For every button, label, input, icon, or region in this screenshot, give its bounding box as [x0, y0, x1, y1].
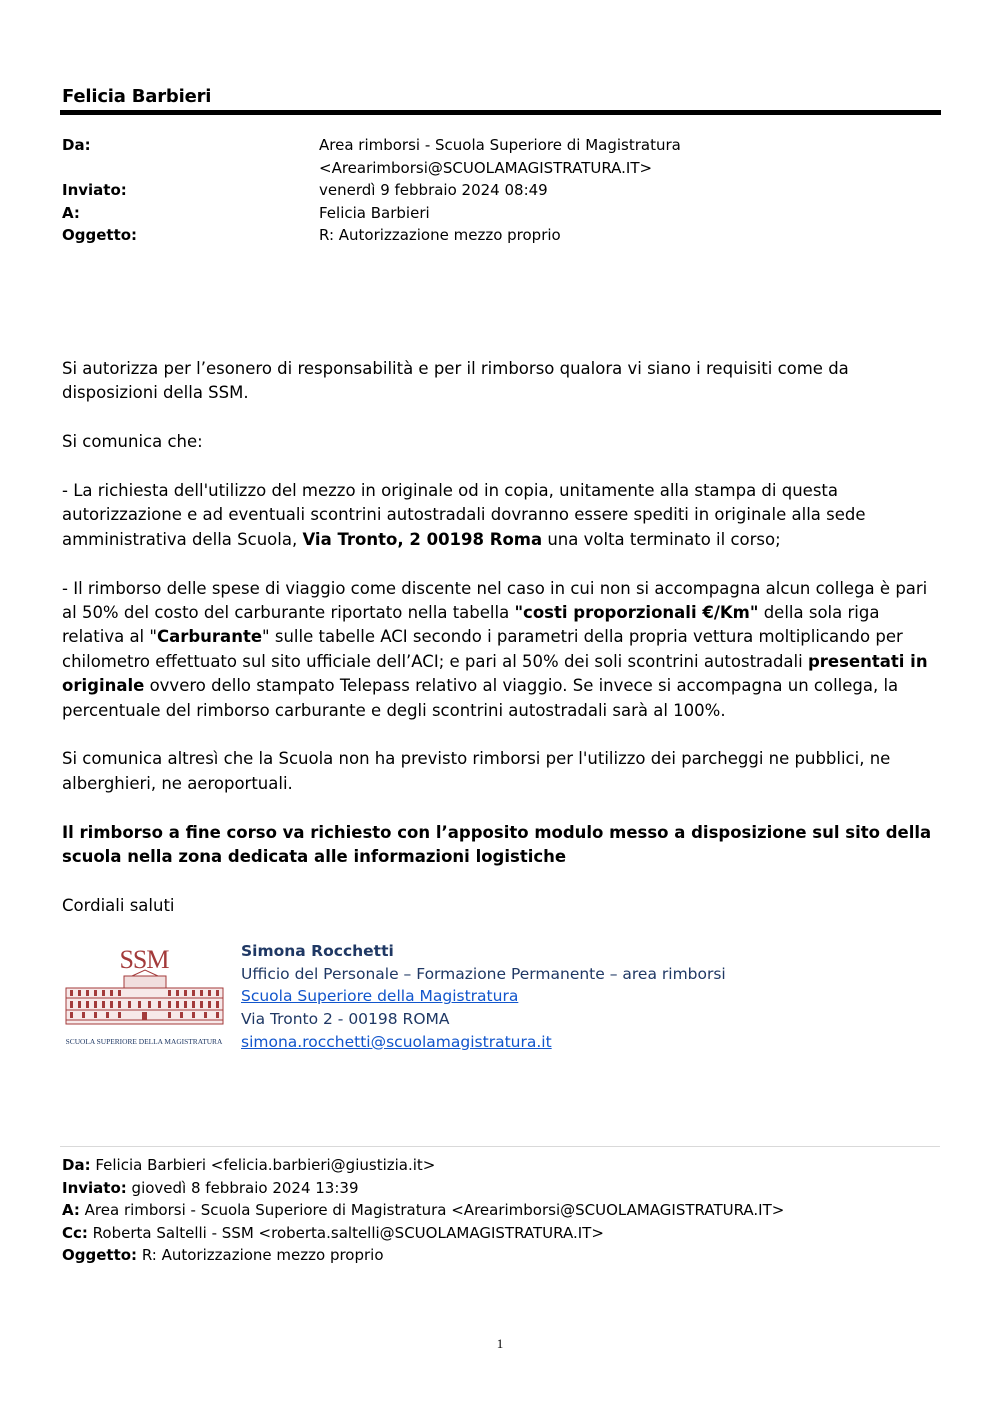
- fwd-from-value: Felicia Barbieri <felicia.barbieri@giustizia.it>: [90, 1156, 436, 1174]
- header-subject-label: Oggetto:: [62, 226, 138, 244]
- reimb-text-4: ovvero dello stampato Telepass relativo al viaggio. Se invece si accompagna un collega, la percentuale del rimborso carburante e degli scontrini autostradali sarà al 100%.: [62, 676, 899, 720]
- signature-text: [241, 940, 726, 1054]
- reimb-bold-1: "costi proporzionali €/Km": [514, 603, 759, 623]
- fwd-from-label: Da:: [62, 1156, 91, 1174]
- fwd-cc-row: [62, 1222, 942, 1245]
- body-paragraph-module: [62, 821, 942, 870]
- page-number: 1: [496, 1336, 504, 1351]
- fwd-subject-value: R: Autorizzazione mezzo proprio: [137, 1246, 384, 1265]
- ssm-logo: [62, 940, 227, 1055]
- request-text-end: una volta terminato il corso;: [542, 529, 781, 549]
- page-title: Felicia Barbieri: [62, 86, 212, 107]
- header-sent-value: venerdì 9 febbraio 2024 08:49: [319, 181, 548, 199]
- fwd-subject-row: [62, 1244, 942, 1267]
- signature-role: Ufficio del Personale – Formazione Permanente – area rimborsi: [241, 964, 726, 983]
- body-paragraph-intro: Si comunica che:: [62, 432, 203, 452]
- header-from-label: Da:: [62, 136, 91, 154]
- reimb-text-2: della sola riga relativa al ": [62, 603, 880, 647]
- fwd-to-label: A:: [62, 1201, 80, 1220]
- request-text: - La richiesta dell'utilizzo del mezzo in originale od in copia, unitamente alla stampa di questa autorizzazione e ad eventuali scontrini autostradali dovranno essere spediti in originale alla sede amministrativa della Scuola,: [62, 481, 866, 549]
- header-from-value: [319, 134, 942, 179]
- module-bold-text: Il rimborso a fine corso va richiesto con l’apposito modulo messo a disposizione sul sito della scuola nella zona dedicata alle informazioni logistiche: [62, 822, 932, 867]
- previous-message-header: [62, 1154, 942, 1267]
- fwd-sent-label: Inviato:: [62, 1178, 127, 1197]
- header-subject-row: [62, 224, 942, 247]
- reimb-bold-3: presentati in originale: [62, 651, 928, 696]
- reimb-bold-2: Carburante: [156, 627, 263, 647]
- fwd-cc-value: Roberta Saltelli - SSM <roberta.saltelli@SCUOLAMAGISTRATURA.IT>: [87, 1223, 604, 1242]
- email-body: [62, 357, 942, 943]
- reimb-text-3: " sulle tabelle ACI secondo i parametri della propria vettura moltiplicando per chilometro effettuato sul sito ufficiale dell’ACI; e pari al 50% dei soli scontrini autostradali: [62, 627, 903, 671]
- fwd-subject-label: Oggetto:: [62, 1246, 138, 1265]
- signature-email-link[interactable]: simona.rocchetti@scuolamagistratura.it: [241, 1032, 552, 1051]
- fwd-from-row: [62, 1154, 942, 1177]
- header-to-label: A:: [62, 203, 80, 222]
- signature-org-link[interactable]: Scuola Superiore della Magistratura: [241, 987, 519, 1006]
- logo-text: SSM: [119, 945, 169, 974]
- signature-address: Via Tronto 2 - 00198 ROMA: [241, 1010, 450, 1029]
- header-to-value: Felicia Barbieri: [319, 203, 430, 222]
- signature-name: Simona Rocchetti: [241, 942, 394, 960]
- header-from-row: [62, 134, 942, 179]
- body-paragraph-request: [62, 479, 942, 552]
- request-address: Via Tronto, 2 00198 Roma: [302, 529, 543, 549]
- fwd-sent-row: [62, 1177, 942, 1200]
- header-from-name: Area rimborsi - Scuola Superiore di Magistratura: [319, 136, 681, 154]
- logo-caption: SCUOLA SUPERIORE DELLA MAGISTRATURA: [65, 1037, 223, 1046]
- signature-block: [62, 940, 942, 1060]
- fwd-sent-value: giovedì 8 febbraio 2024 13:39: [126, 1178, 359, 1197]
- body-paragraph-parking: Si comunica altresì che la Scuola non ha previsto rimborsi per l'utilizzo dei parcheggi ne pubblici, ne alberghieri, ne aeroportuali.: [62, 749, 891, 793]
- header-sent-row: [62, 179, 942, 202]
- header-sent-label: Inviato:: [62, 181, 127, 199]
- reimb-text-1: - Il rimborso delle spese di viaggio come discente nel caso in cui non si accompagna alcun collega è pari al 50% del costo del carburante riportato nella tabella: [62, 578, 928, 623]
- fwd-to-value: Area rimborsi - Scuola Superiore di Magistratura <Arearimborsi@SCUOLAMAGISTRATURA.IT>: [79, 1201, 785, 1220]
- title-divider: [60, 110, 941, 115]
- body-closing: Cordiali saluti: [62, 895, 175, 915]
- body-paragraph-authorization: Si autorizza per l’esonero di responsabilità e per il rimborso qualora vi siano i requisiti come da disposizioni della SSM.: [62, 359, 849, 403]
- header-subject-value: R: Autorizzazione mezzo proprio: [319, 226, 561, 244]
- body-paragraph-reimbursement: [62, 577, 942, 723]
- header-to-row: [62, 202, 942, 225]
- fwd-to-row: [62, 1199, 942, 1222]
- email-header: [62, 134, 942, 247]
- forward-separator: [60, 1146, 940, 1147]
- fwd-cc-label: Cc:: [62, 1223, 88, 1242]
- header-from-email: <Arearimborsi@SCUOLAMAGISTRATURA.IT>: [319, 158, 653, 177]
